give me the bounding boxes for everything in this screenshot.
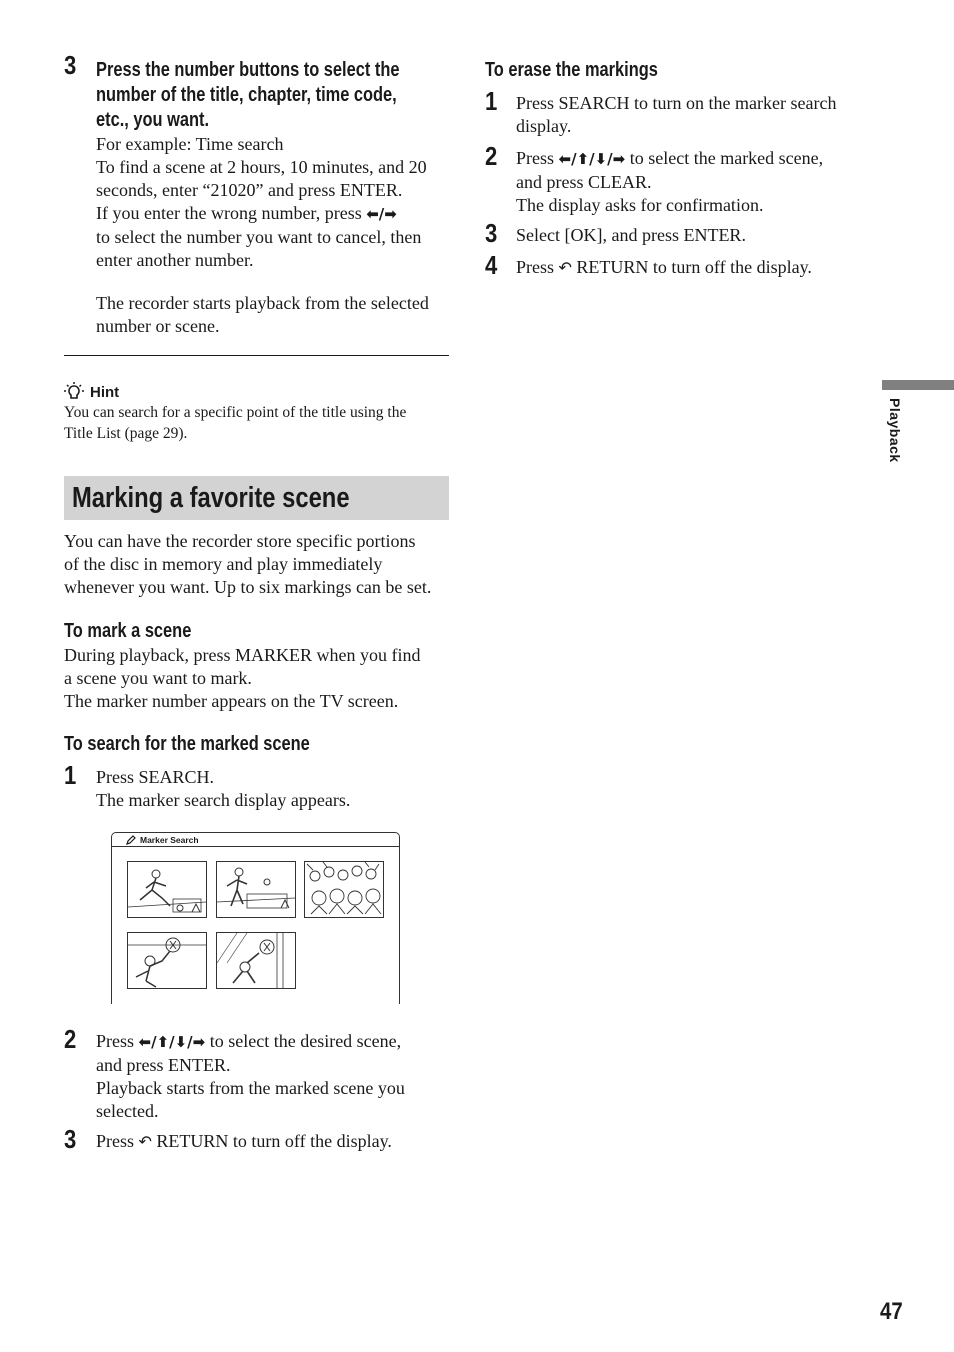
scene-thumbnail[interactable] [216, 932, 296, 989]
erase-step2-text [516, 147, 823, 217]
heading-line: Press the number buttons to select the [96, 59, 400, 81]
step-line [96, 1030, 405, 1054]
display-title-divider [112, 846, 399, 847]
step-text: RETURN to turn off the display. [576, 257, 812, 277]
hint-bulb-icon [64, 382, 84, 402]
step-text: to select the marked scene, [629, 148, 824, 168]
step-line: selected. [96, 1101, 159, 1121]
step-line: and press ENTER. [96, 1055, 231, 1075]
intro-line: of the disc in memory and play immediately [64, 554, 383, 574]
heading-line: etc., you want. [96, 109, 210, 131]
step-number: 2 [485, 141, 498, 171]
hint-text [64, 402, 406, 444]
step-line: The marker search display appears. [96, 790, 351, 810]
hint-line: Title List (page 29). [64, 425, 188, 442]
press-text: Press [96, 1031, 135, 1051]
side-tab-label: Playback [887, 398, 903, 463]
body-text: If you enter the wrong number, press [96, 203, 362, 223]
search-marked-heading: To search for the marked scene [64, 733, 310, 755]
body-line: seconds, enter “21020” and press ENTER. [96, 180, 403, 200]
step3-body [96, 133, 427, 272]
marker-search-title [126, 835, 199, 845]
press-text: Press [516, 148, 555, 168]
body-line: to select the number you want to cancel, then [96, 227, 422, 247]
search-step2-text [96, 1030, 405, 1123]
return-icon: ↶ [138, 1132, 152, 1151]
erase-heading: To erase the markings [485, 59, 658, 81]
step-text: RETURN to turn off the display. [156, 1131, 392, 1151]
step-line [516, 256, 812, 279]
heading-line: number of the title, chapter, time code, [96, 84, 397, 106]
step-number: 3 [485, 218, 498, 248]
press-text: Press [96, 1131, 135, 1151]
body-line [96, 202, 427, 226]
scene-thumbnail[interactable] [304, 861, 384, 918]
body-line: To find a scene at 2 hours, 10 minutes, and 20 [96, 157, 427, 177]
scene-thumbnail[interactable] [127, 861, 207, 918]
step-line [96, 1130, 392, 1153]
mark-scene-heading: To mark a scene [64, 620, 192, 642]
mark-scene-text [64, 644, 420, 713]
hint-label: Hint [90, 383, 120, 401]
arrow-keys-icon: ⬅/⬆/⬇/➡ [558, 150, 626, 168]
step-number: 1 [485, 86, 498, 116]
erase-step3-text: Select [OK], and press ENTER. [516, 225, 746, 245]
intro-line: whenever you want. Up to six markings can be set. [64, 577, 432, 597]
scene-thumbnail[interactable] [127, 932, 207, 989]
divider [64, 355, 449, 356]
step-text: to select the desired scene, [209, 1031, 402, 1051]
erase-step1-text [516, 92, 836, 138]
step-line: and press CLEAR. [516, 172, 652, 192]
body-line: enter another number. [96, 250, 254, 270]
step-number: 3 [64, 1124, 77, 1154]
step-line: The display asks for confirmation. [516, 195, 764, 215]
left-right-arrows-icon: ⬅/➡ [366, 205, 397, 223]
mark-line: a scene you want to mark. [64, 668, 252, 688]
search-step3-text [96, 1130, 392, 1153]
hint-header [64, 382, 119, 402]
result-line: The recorder starts playback from the selected [96, 293, 429, 313]
marker-search-label: Marker Search [140, 835, 199, 845]
intro-line: You can have the recorder store specific portions [64, 531, 416, 551]
mark-line: The marker number appears on the TV screen. [64, 691, 399, 711]
mark-line: During playback, press MARKER when you find [64, 645, 421, 665]
side-tab-bar [882, 380, 954, 390]
step-line: Playback starts from the marked scene you [96, 1078, 405, 1098]
erase-step4-text [516, 256, 812, 279]
arrow-keys-icon: ⬅/⬆/⬇/➡ [138, 1033, 206, 1051]
hint-line: You can search for a specific point of the title using the [64, 404, 407, 421]
section-title: Marking a favorite scene [72, 482, 350, 514]
step-number: 3 [64, 50, 77, 80]
search-step1-text [96, 766, 350, 812]
section-intro [64, 530, 431, 599]
page-number: 47 [880, 1298, 903, 1325]
step-number: 1 [64, 760, 77, 790]
scene-thumbnail[interactable] [216, 861, 296, 918]
pencil-icon [126, 835, 136, 845]
step-line: Press SEARCH to turn on the marker search [516, 93, 837, 113]
press-text: Press [516, 257, 555, 277]
body-line: For example: Time search [96, 134, 284, 154]
step-number: 2 [64, 1024, 77, 1054]
result-line: number or scene. [96, 316, 220, 336]
step3-heading [96, 58, 399, 133]
step-line: Press SEARCH. [96, 767, 215, 787]
step-line: display. [516, 116, 572, 136]
step-number: 4 [485, 250, 498, 280]
return-icon: ↶ [558, 258, 572, 277]
step-line [516, 147, 823, 171]
step3-result [96, 292, 429, 338]
